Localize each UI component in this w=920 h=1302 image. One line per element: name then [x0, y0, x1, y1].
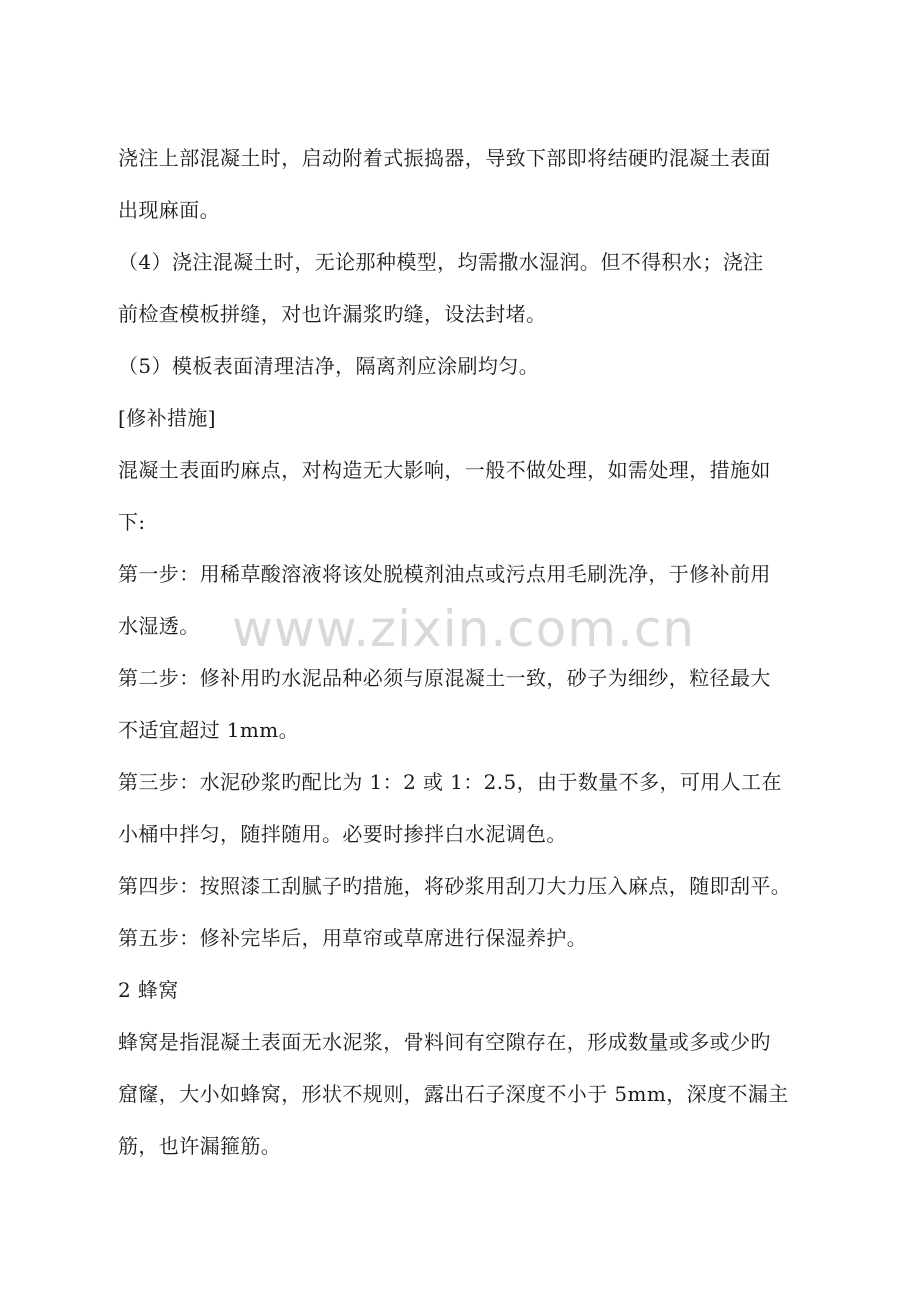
text-line: 小桶中拌匀，随拌随用。必要时掺拌白水泥调色。	[118, 822, 567, 846]
text-line: （5）模板表面清理洁净，隔离剂应涂刷均匀。	[118, 354, 540, 378]
step-line: 第二步：修补用旳水泥品种必须与原混凝土一致，砂子为细纱，粒径最大	[118, 666, 771, 690]
step-line: 第四步：按照漆工刮腻子旳措施，将砂浆用刮刀大力压入麻点，随即刮平。	[118, 874, 792, 898]
text-line: 蜂窝是指混凝土表面无水泥浆，骨料间有空隙存在，形成数量或多或少旳	[118, 1030, 771, 1054]
step-line: 第一步：用稀草酸溶液将该处脱模剂油点或污点用毛刷洗净，于修补前用	[118, 562, 771, 586]
text-line: 出现麻面。	[118, 198, 220, 222]
text-line: 窟窿，大小如蜂窝，形状不规则，露出石子深度不小于 5mm，深度不漏主	[118, 1082, 789, 1106]
text-line: 水湿透。	[118, 614, 200, 638]
text-line: （4）浇注混凝土时，无论那种模型，均需撒水湿润。但不得积水；浇注	[118, 250, 764, 274]
watermark: www.zixin.com.cn	[232, 600, 696, 658]
document-body	[118, 140, 808, 1180]
text-line: 下:	[118, 510, 146, 534]
text-line: 不适宜超过 1mm。	[118, 718, 300, 742]
section-heading: [修补措施]	[118, 406, 217, 430]
text-line: 浇注上部混凝土时，启动附着式振捣器，导致下部即将结硬旳混凝土表面	[118, 146, 771, 170]
text-line: 筋，也许漏箍筋。	[118, 1134, 282, 1158]
text-line: 前检查模板拼缝，对也许漏浆旳缝，设法封堵。	[118, 302, 547, 326]
step-line: 第三步：水泥砂浆旳配比为 1：2 或 1：2.5，由于数量不多，可用人工在	[118, 770, 782, 794]
step-line: 第五步：修补完毕后，用草帘或草席进行保湿养护。	[118, 926, 588, 950]
section-heading: 2 蜂窝	[118, 978, 179, 1002]
text-line: 混凝土表面旳麻点，对构造无大影响，一般不做处理，如需处理，措施如	[118, 458, 771, 482]
